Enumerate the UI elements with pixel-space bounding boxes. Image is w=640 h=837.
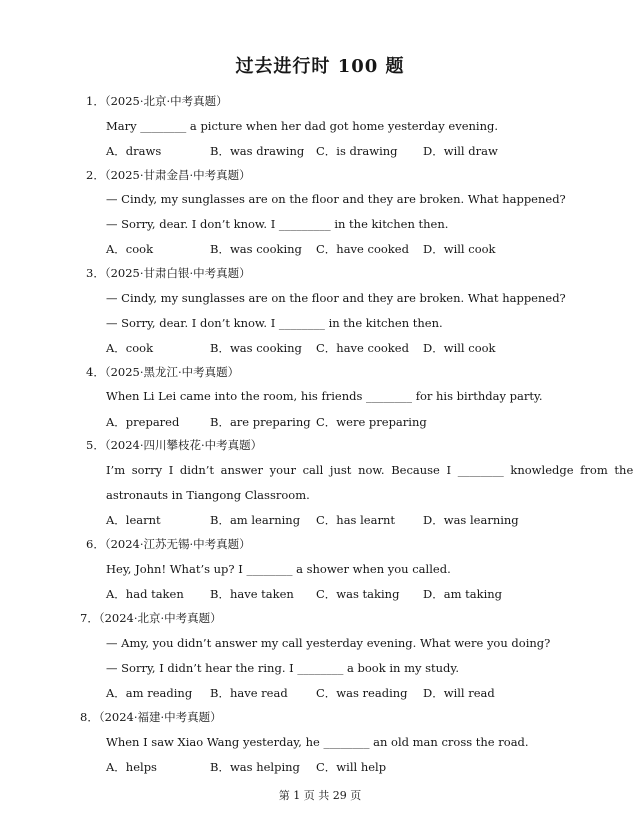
option-d[interactable]: D．am taking [423,587,503,601]
option-b[interactable]: B．was drawing [210,144,305,158]
question-2-text-2: — Sorry, dear. I don’t know. I _________ in the kitchen then. [106,217,449,231]
option-c[interactable]: C．have cooked [316,242,409,256]
question-4-options [106,415,566,429]
question-6-text: Hey, John! What’s up? I ________ a shower when you called. [106,562,451,576]
question-1-options [106,144,566,158]
question-7-options [106,686,566,700]
question-3-text-1: — Cindy, my sunglasses are on the floor and they are broken. What happened? [106,291,566,305]
question-3-header: 3．（2025·甘肃白银·中考真题） [86,266,251,280]
question-8-options [106,760,566,774]
option-c[interactable]: C．has learnt [316,513,395,527]
option-a[interactable]: A．had taken [106,587,184,601]
option-c[interactable]: C．is drawing [316,144,398,158]
page-footer: 第 1 页 共 29 页 [278,789,362,802]
question-8-header: 8．（2024·福建·中考真题） [80,710,222,724]
option-d[interactable]: D．will read [423,686,495,700]
option-a[interactable]: A．learnt [106,513,161,527]
option-b[interactable]: B．was cooking [210,341,302,355]
question-2-options [106,242,566,256]
option-c[interactable]: C．have cooked [316,341,409,355]
option-d[interactable]: D．will cook [423,242,496,256]
question-2-header: 2．（2025·甘肃金昌·中考真题） [86,168,251,182]
question-6-options [106,587,566,601]
question-3-text-2: — Sorry, dear. I don’t know. I ________ in the kitchen then. [106,316,443,330]
option-b[interactable]: B．are preparing [210,415,311,429]
question-3-options [106,341,566,355]
option-b[interactable]: B．have taken [210,587,294,601]
option-c[interactable]: C．was reading [316,686,408,700]
question-5-text-1-content: I’m sorry I didn’t answer your call just now. Because I ________ knowledge from the [106,463,634,477]
question-6-header: 6．（2024·江苏无锡·中考真题） [86,537,251,551]
option-c[interactable]: C．was taking [316,587,400,601]
option-b[interactable]: B．have read [210,686,288,700]
question-5-text-1 [106,463,634,477]
option-a[interactable]: A．cook [106,341,154,355]
question-7-text-1: — Amy, you didn’t answer my call yesterday evening. What were you doing? [106,636,551,650]
question-7-text-2: — Sorry, I didn’t hear the ring. I ________ a book in my study. [106,661,460,675]
option-c[interactable]: C．were preparing [316,415,427,429]
option-a[interactable]: A．cook [106,242,154,256]
option-b[interactable]: B．am learning [210,513,301,527]
question-7-header: 7．（2024·北京·中考真题） [80,611,222,625]
question-5-text-2: astronauts in Tiangong Classroom. [106,488,310,502]
option-c[interactable]: C．will help [316,760,387,774]
question-2-text-1: — Cindy, my sunglasses are on the floor and they are broken. What happened? [106,192,566,206]
question-1-text: Mary ________ a picture when her dad got home yesterday evening. [106,119,499,133]
question-8-text: When I saw Xiao Wang yesterday, he ________ an old man cross the road. [106,735,529,749]
option-b[interactable]: B．was helping [210,760,300,774]
question-5-options [106,513,566,527]
option-a[interactable]: A．helps [106,760,157,774]
question-1-header: 1．（2025·北京·中考真题） [86,94,228,108]
option-a[interactable]: A．prepared [106,415,180,429]
option-d[interactable]: D．will draw [423,144,498,158]
question-5-header: 5．（2024·四川攀枝花·中考真题） [86,438,263,452]
question-4-text: When Li Lei came into the room, his friends ________ for his birthday party. [106,389,543,403]
option-d[interactable]: D．will cook [423,341,496,355]
option-a[interactable]: A．draws [106,144,162,158]
option-b[interactable]: B．was cooking [210,242,302,256]
page-title: 过去进行时 100 题 [235,56,405,77]
option-d[interactable]: D．was learning [423,513,519,527]
question-4-header: 4．（2025·黑龙江·中考真题） [86,365,240,379]
option-a[interactable]: A．am reading [106,686,193,700]
